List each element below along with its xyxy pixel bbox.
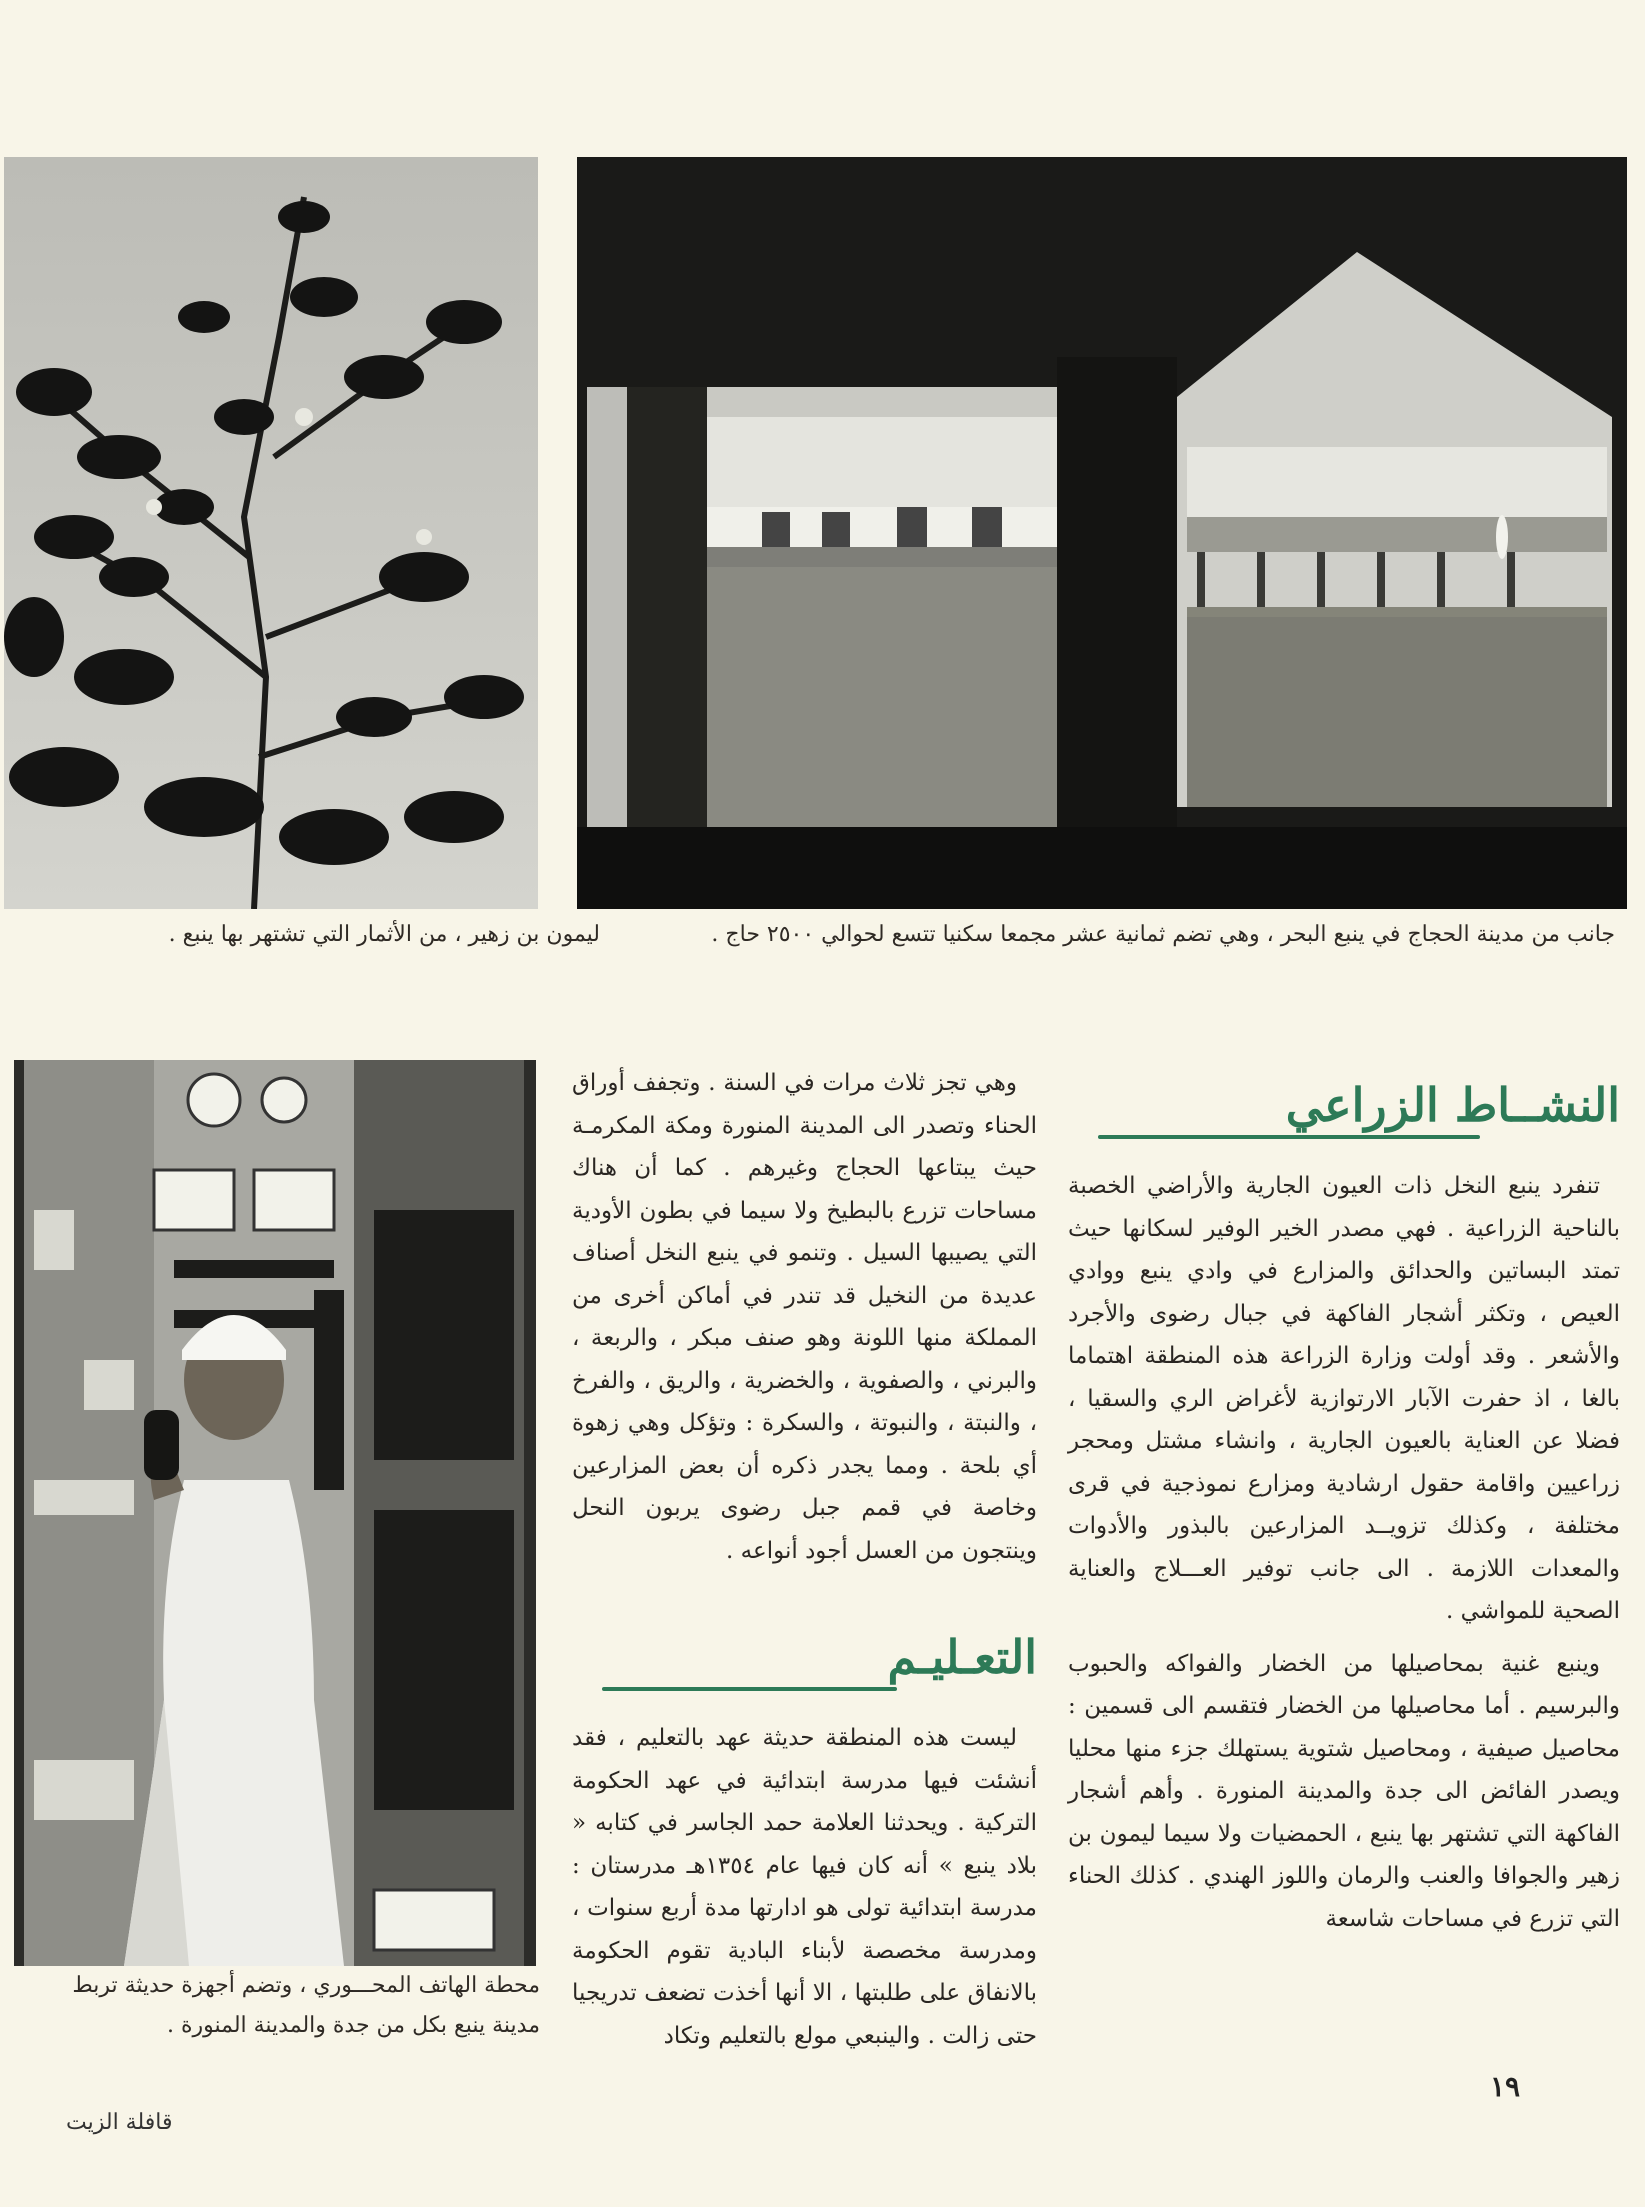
agriculture-column <box>1068 1075 1620 1940</box>
education-paragraph: ليست هذه المنطقة حديثة عهد بالتعليم ، فقد أنشئت فيها مدرسة ابتدائية في عهد الحكومة التركية . ويحدثنا العلامة حمد الجاسر في كتابه « بلاد ينبع » أنه كان فيها عام ١٣٥٤هـ مدرستان : مدرسة ابتدائية تولى هو ادارتها مدة أربع سنوات ، ومدرسة مخصصة لأبناء البادية تقوم الحكومة بالانفاق على طلبتها ، الا أنها أخذت تضعف تدريجيا حتى زالت . والينبعي مولع بالتعليم وتكاد <box>572 1725 1037 2049</box>
crops-paragraph: وهي تجز ثلاث مرات في السنة . وتجفف أوراق الحناء وتصدر الى المدينة المنورة ومكة المكرمـة حيث يبتاعها الحجاج وغيرهم . كما أن هناك مساحات تزرع بالبطيخ ولا سيما في بطون الأودية التي يصيبها السيل . وتنمو في ينبع النخل أصناف عديدة من النخيل قد تندر في أماكن أخرى من المملكة منها اللونة وهو صنف مبكر ، والربعة ، والبرني ، والصفوية ، والخضرية ، والريق ، والفرخ ، والنبتة ، والنبوتة ، والسكرة : وتؤكل وهي زهوة أي بلحة . ومما يجدر ذكره أن بعض المزارعين وخاصة في قمم جبل رضوى يربون النحل وينتجون من العسل أجود أنواعه . <box>572 1070 1037 1564</box>
agriculture-paragraph: وينبع غنية بمحاصيلها من الخضار والفواكه والحبوب والبرسيم . أما محاصيلها من الخضار فتقسم الى قسمين : محاصيل صيفية ، ومحاصيل شتوية يستهلك جزء منها محليا ويصدر الفائض الى جدة والمدينة المنورة . وأهم أشجار الفاكهة التي تشتهر بها ينبع ، الحمضيات ولا سيما ليمون بن زهير والجوافا والعنب والرمان واللوز الهندي . كذلك الحناء التي تزرع في مساحات شاسعة <box>1068 1650 1620 1932</box>
telephone-photo-caption: محطة الهاتف المحـــوري ، وتضم أجهزة حديثة تربط مدينة ينبع بكل من جدة والمدينة المنورة . <box>72 1973 540 2038</box>
lemon-tree-photo <box>4 157 538 909</box>
hajj-city-photo <box>577 157 1627 909</box>
education-heading: التعـليـم <box>572 1627 1037 1697</box>
agriculture-paragraph: تنفرد ينبع النخل ذات العيون الجارية والأراضي الخصبة بالناحية الزراعية . فهي مصدر الخير الوفير لسكانها حيث تمتد البساتين والحدائق والمزارع في وادي ينبع ووادي العيص ، وتكثر أشجار الفاكهة في جبال رضوى والأجرد والأشعر . وقد أولت وزارة الزراعة هذه المنطقة اهتماما بالغا ، اذ حفرت الآبار الارتوازية لأغراض الري والسقيا ، فضلا عن العناية بالعيون الجارية ، وانشاء مشتل ومحجر زراعيين واقامة حقول ارشادية ومزارع نموذجية في قرى مختلفة ، وكذلك تزويــد المزارعين بالبذور والأدوات والمعدات اللازمة . الى جانب توفير العـــلاج والعناية الصحية للمواشي . <box>1068 1173 1620 1624</box>
telephone-station-photo <box>14 1060 536 1966</box>
agriculture-heading: النشــاط الزراعي <box>1068 1075 1620 1145</box>
hajj-city-photo-caption: جانب من مدينة الحجاج في ينبع البحر ، وهي تضم ثمانية عشر مجمعا سكنيا تتسع لحوالي ٢٥٠٠ حاج . <box>711 922 1615 947</box>
page-number: ١٩ <box>1490 2070 1521 2103</box>
magazine-name: قافلة الزيت <box>66 2110 173 2135</box>
middle-column <box>572 1062 1037 2057</box>
lemon-photo-caption: ليمون بن زهير ، من الأثمار التي تشتهر بها ينبع . <box>168 922 600 947</box>
